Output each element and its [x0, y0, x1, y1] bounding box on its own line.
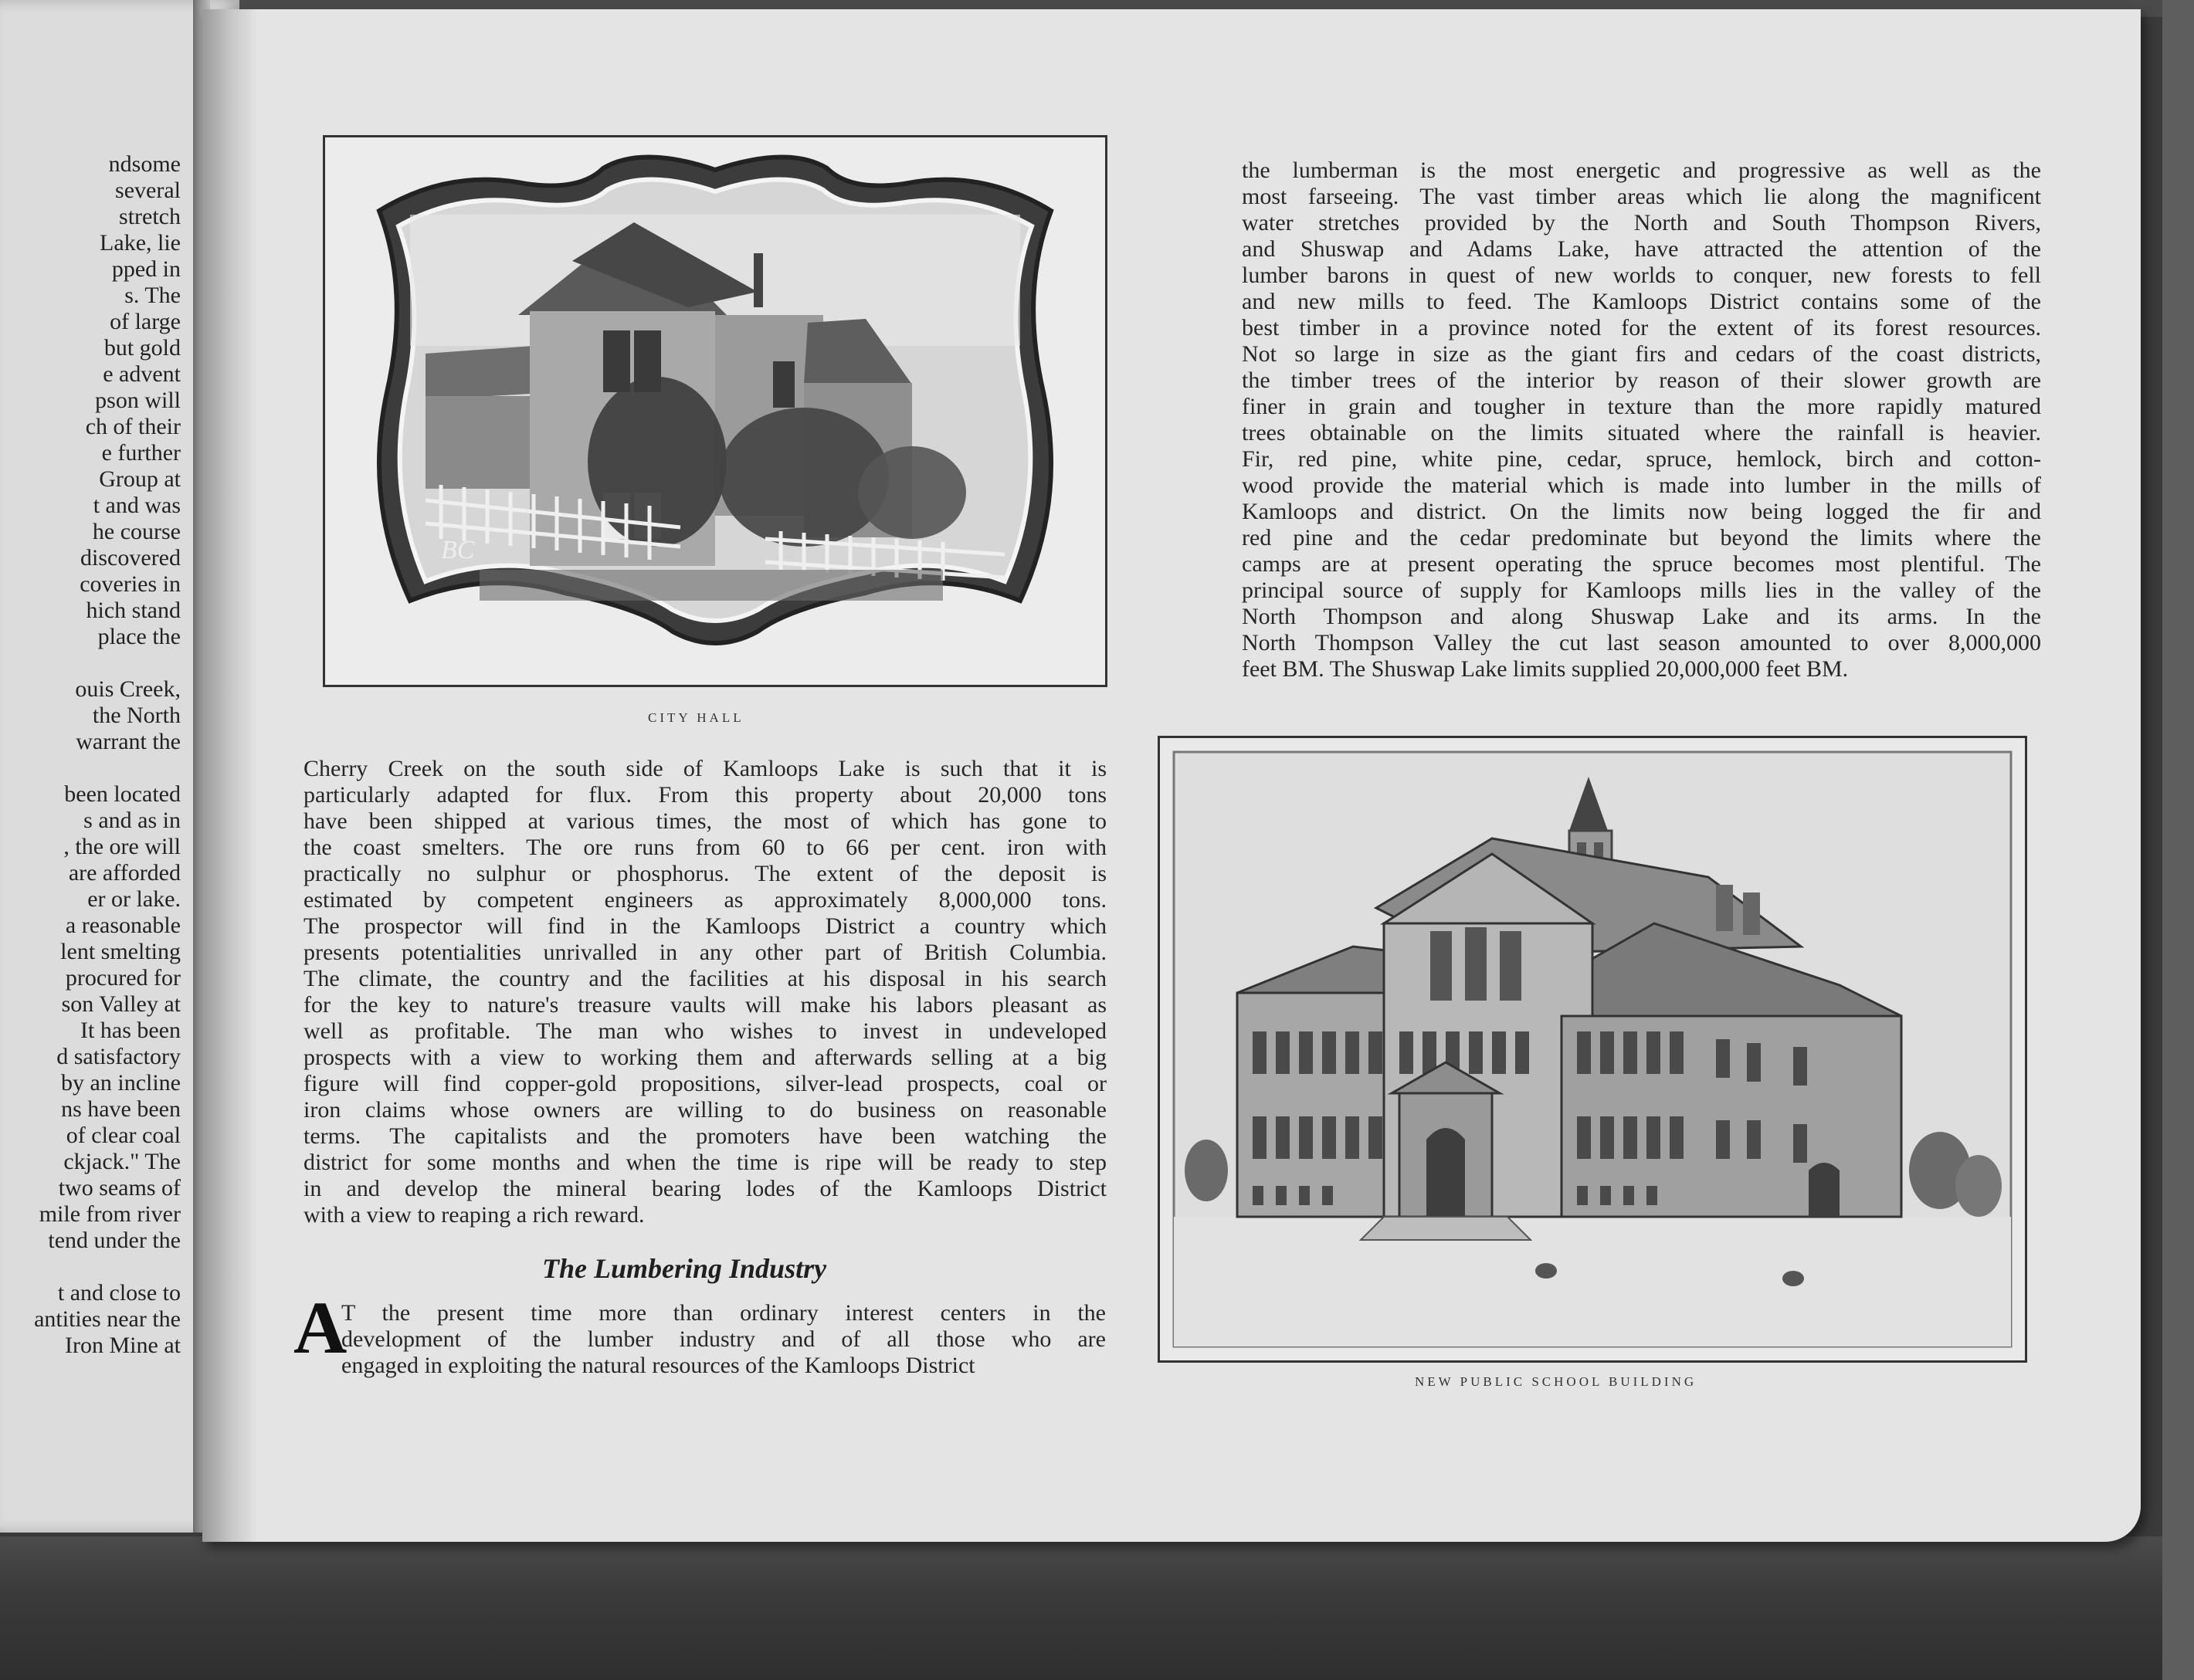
text-line: er or lake.	[87, 886, 181, 912]
text-line: Lake, lie	[100, 230, 181, 256]
text-line: terms. The capitalists and the promoters have been watching the	[303, 1123, 1107, 1149]
text-line: district for some months and when the time is ripe will be ready to step	[303, 1150, 1107, 1175]
text-line: warrant the	[76, 729, 181, 754]
text-line: and Shuswap and Adams Lake, have attracted the attention of the	[1242, 236, 2041, 262]
main-page	[202, 9, 2141, 1542]
text-line: feet BM. The Shuswap Lake limits supplied 20,000,000 feet BM.	[1242, 656, 1849, 682]
text-line: stretch	[119, 204, 181, 229]
text-line: lent smelting	[60, 939, 181, 964]
text-line: e advent	[103, 361, 181, 387]
text-line: particularly adapted for flux. From this property about 20,000 tons	[303, 782, 1107, 808]
cherry-creek-paragraph	[303, 756, 1107, 1228]
text-line: mile from river	[39, 1201, 181, 1227]
text-line: red pine and the cedar predominate but beyond the limits where the	[1242, 525, 2041, 550]
text-line: T the present time more than ordinary interest centers in the	[341, 1300, 1106, 1326]
text-line: best timber in a province noted for the extent of its forest resources.	[1242, 315, 2041, 340]
school-building-photo	[1158, 736, 2027, 1363]
scan-right-edge	[2162, 0, 2194, 1680]
text-line: ns have been	[61, 1096, 181, 1122]
text-line: hich stand	[86, 598, 181, 623]
text-line: ch of their	[85, 414, 181, 439]
text-line: t and close to	[57, 1280, 181, 1306]
page-fold-shadow	[202, 9, 258, 1542]
text-line: have been shipped at various times, the most of which has gone to	[303, 808, 1107, 834]
text-line: but gold	[103, 335, 181, 361]
text-line: The prospector will find in the Kamloops District a country which	[303, 913, 1107, 939]
text-line: he course	[92, 519, 181, 544]
text-line: coveries in	[80, 571, 181, 597]
school-building-caption: NEW PUBLIC SCHOOL BUILDING	[1415, 1374, 1697, 1389]
text-line: s and as in	[83, 808, 181, 833]
text-line: principal source of supply for Kamloops mills lies in the valley of the	[1242, 578, 2041, 603]
text-line: discovered	[80, 545, 181, 571]
text-line: presents potentialities unrivalled in any other part of British Columbia.	[303, 940, 1107, 965]
drop-cap: A	[293, 1286, 348, 1369]
text-line: in and develop the mineral bearing lodes of the Kamloops District	[303, 1176, 1107, 1201]
text-line: estimated by competent engineers as approximately 8,000,000 tons.	[303, 887, 1107, 913]
text-line: , the ore will	[63, 834, 181, 859]
text-line: the coast smelters. The ore runs from 60 to 66 per cent. iron with	[303, 835, 1107, 860]
text-line: prospects with a view to working them and afterwards selling at a big	[303, 1045, 1107, 1070]
lumbering-intro-paragraph	[341, 1300, 1106, 1379]
text-line: ndsome	[108, 151, 181, 177]
text-line: are afforded	[68, 860, 181, 886]
text-line: of clear coal	[66, 1123, 181, 1148]
text-line: by an incline	[61, 1070, 181, 1096]
text-line	[0, 650, 181, 676]
text-line: son Valley at	[61, 991, 181, 1017]
text-line: It has been	[80, 1018, 181, 1043]
text-line: been located	[64, 781, 181, 807]
text-line: and new mills to feed. The Kamloops District contains some of the	[1242, 289, 2041, 314]
text-line: lumber barons in quest of new worlds to conquer, new forests to fell	[1242, 262, 2041, 288]
text-line: iron claims whose owners are willing to do business on reasonable	[303, 1097, 1107, 1123]
text-line: trees obtainable on the limits situated where the rainfall is heavier.	[1242, 420, 2041, 445]
text-line: Fir, red pine, white pine, cedar, spruce, hemlock, birch and cotton-	[1242, 446, 2041, 472]
text-line: camps are at present operating the spruce becomes most plentiful. The	[1242, 551, 2041, 577]
text-line: Kamloops and district. On the limits now being logged the fir and	[1242, 499, 2041, 524]
text-line: s. The	[124, 283, 181, 308]
text-line: e further	[101, 440, 181, 466]
text-line	[0, 1254, 181, 1280]
text-line: Iron Mine at	[65, 1333, 181, 1358]
text-line: well as profitable. The man who wishes to invest in undeveloped	[303, 1018, 1107, 1044]
text-line: the North	[92, 703, 181, 728]
text-line: development of the lumber industry and of all those who are	[341, 1326, 1106, 1352]
lumber-column-text	[1242, 158, 2041, 682]
text-line: Cherry Creek on the south side of Kamloops Lake is such that it is	[303, 756, 1107, 781]
text-line: two seams of	[58, 1175, 181, 1201]
text-line: wood provide the material which is made into lumber in the mills of	[1242, 472, 2041, 498]
city-hall-photo	[323, 135, 1107, 687]
text-line: several	[115, 178, 181, 203]
text-line: the timber trees of the interior by reason of their slower growth are	[1242, 368, 2041, 393]
text-line: procured for	[65, 965, 181, 991]
left-page-text-column	[0, 151, 181, 1359]
text-line	[0, 755, 181, 781]
text-line: t and was	[93, 493, 181, 518]
text-line: finer in grain and tougher in texture than the more rapidly matured	[1242, 394, 2041, 419]
text-line: pson will	[95, 388, 181, 413]
text-line: the lumberman is the most energetic and progressive as well as the	[1242, 158, 2041, 183]
text-line: figure will find copper-gold propositions, silver-lead prospects, coal or	[303, 1071, 1107, 1096]
city-hall-frame-mark: BC	[441, 536, 475, 564]
text-line: North Thompson and along Shuswap Lake and its arms. In the	[1242, 604, 2041, 629]
text-line: a reasonable	[65, 913, 181, 938]
text-line: tend under the	[48, 1228, 181, 1253]
text-line: place the	[97, 624, 181, 649]
text-line: for the key to nature's treasure vaults will make his labors pleasant as	[303, 992, 1107, 1018]
text-line: water stretches provided by the North and South Thompson Rivers,	[1242, 210, 2041, 235]
text-line: most farseeing. The vast timber areas which lie along the magnificent	[1242, 184, 2041, 209]
lumbering-industry-heading: The Lumbering Industry	[542, 1253, 827, 1284]
city-hall-illustration	[325, 137, 1105, 685]
text-line: Group at	[99, 466, 181, 492]
text-line: antities near the	[34, 1306, 181, 1332]
text-line: practically no sulphur or phosphorus. The extent of the deposit is	[303, 861, 1107, 886]
text-line: of large	[110, 309, 181, 334]
text-line: ckjack." The	[63, 1149, 181, 1174]
text-line: engaged in exploiting the natural resources of the Kamloops District	[341, 1353, 975, 1378]
scan-table-surface	[0, 1536, 2194, 1680]
text-line: The climate, the country and the facilities at his disposal in his search	[303, 966, 1107, 991]
school-building-illustration	[1160, 738, 2025, 1360]
text-line: North Thompson Valley the cut last season amounted to over 8,000,000	[1242, 630, 2041, 655]
text-line: d satisfactory	[56, 1044, 181, 1069]
city-hall-caption: CITY HALL	[648, 710, 744, 725]
text-line: Not so large in size as the giant firs and cedars of the coast districts,	[1242, 341, 2041, 367]
text-line: with a view to reaping a rich reward.	[303, 1202, 645, 1228]
text-line: ouis Creek,	[75, 676, 181, 702]
text-line: pped in	[111, 256, 181, 282]
